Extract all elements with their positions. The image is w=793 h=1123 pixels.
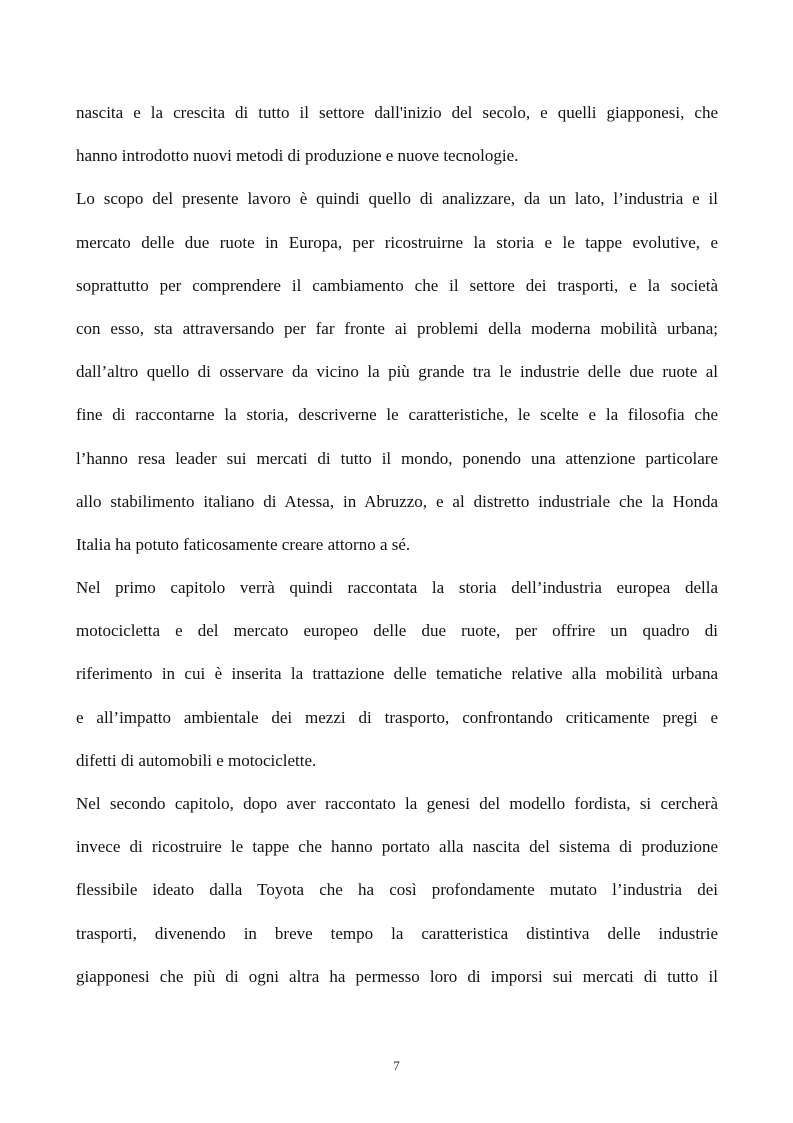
text-line: riferimento in cui è inserita la trattazione delle tematiche relative alla mobilità urbana [76, 664, 718, 684]
text-line: Lo scopo del presente lavoro è quindi quello di analizzare, da un lato, l’industria e il [76, 189, 718, 209]
text-line: soprattutto per comprendere il cambiamento che il settore dei trasporti, e la società [76, 275, 718, 295]
text-line: e all’impatto ambientale dei mezzi di trasporto, confrontando criticamente pregi e [76, 707, 718, 727]
text-line: giapponesi che più di ogni altra ha permesso loro di imporsi sui mercati di tutto il [76, 966, 718, 986]
text-line: con esso, sta attraversando per far fronte ai problemi della moderna mobilità urbana; [76, 318, 718, 338]
text-line: Nel secondo capitolo, dopo aver raccontato la genesi del modello fordista, si cercherà [76, 794, 718, 813]
text-line: mercato delle due ruote in Europa, per ricostruirne la storia e le tappe evolutive, e [76, 232, 718, 252]
body-text [76, 91, 718, 998]
text-line: l’hanno resa leader sui mercati di tutto il mondo, ponendo una attenzione particolare [76, 448, 718, 468]
text-line: hanno introdotto nuovi metodi di produzione e nuove tecnologie. [76, 146, 519, 166]
text-line: flessibile ideato dalla Toyota che ha così profondamente mutato l’industria dei [76, 880, 718, 900]
text-line: motocicletta e del mercato europeo delle due ruote, per offrire un quadro di [76, 621, 718, 641]
text-line: trasporti, divenendo in breve tempo la caratteristica distintiva delle industrie [76, 923, 718, 943]
text-line: allo stabilimento italiano di Atessa, in Abruzzo, e al distretto industriale che la Honda [76, 491, 718, 511]
text-line: difetti di automobili e motociclette. [76, 750, 317, 770]
text-line: invece di ricostruire le tappe che hanno portato alla nascita del sistema di produzione [76, 837, 718, 857]
text-line: nascita e la crescita di tutto il settore dall'inizio del secolo, e quelli giapponesi, che [76, 103, 718, 122]
text-line: dall’altro quello di osservare da vicino la più grande tra le industrie delle due ruote al [76, 362, 718, 382]
text-line: Nel primo capitolo verrà quindi raccontata la storia dell’industria europea della [76, 578, 718, 598]
text-line: fine di raccontarne la storia, descriverne le caratteristiche, le scelte e la filosofia che [76, 405, 718, 425]
page-number: 7 [393, 1058, 400, 1073]
text-line: Italia ha potuto faticosamente creare attorno a sé. [76, 534, 411, 554]
